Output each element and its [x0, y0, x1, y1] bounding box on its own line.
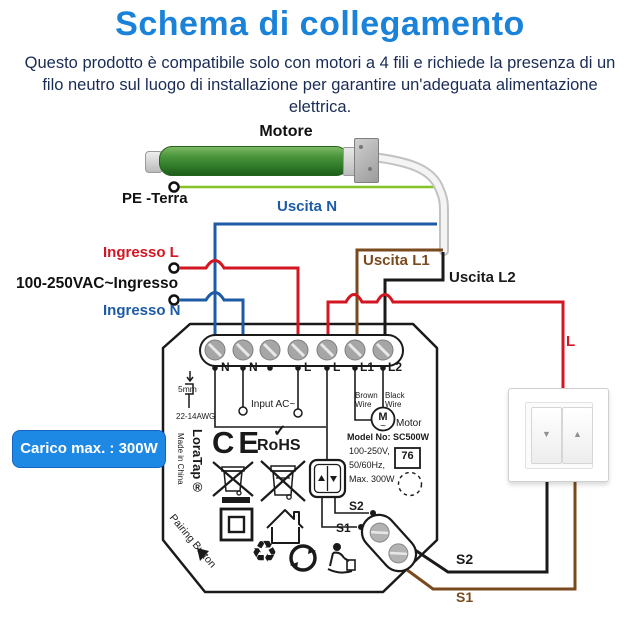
motor-text: Motor	[396, 418, 422, 429]
vac-input-label: 100-250VAC~Ingresso	[16, 275, 179, 292]
rohs-check-icon: ✓	[273, 423, 287, 440]
max-load-badge: Carico max. : 300W	[12, 430, 166, 468]
uscita-n-label: Uscita N	[277, 198, 338, 215]
strip-length-text: 5mm	[178, 384, 197, 394]
ingresso-l-label: Ingresso L	[103, 244, 179, 261]
s2-wire-label: S2	[456, 551, 474, 567]
motor-cable-outline	[373, 157, 444, 251]
input-ac-l-contact	[294, 409, 302, 417]
terminal-label-l1: L	[304, 360, 312, 374]
up-arrow-icon: ▲	[573, 429, 582, 439]
ingresso-l-dot	[170, 264, 179, 273]
terminal-label-l2-out: L2	[388, 360, 403, 374]
uscita-l2-label: Uscita L2	[449, 269, 516, 286]
input-ac-text: Input AC~	[251, 399, 296, 410]
brand-text: LoraTap®	[190, 429, 205, 495]
page-title: Schema di collegamento	[115, 5, 525, 43]
uscita-l1-label: Uscita L1	[363, 252, 430, 269]
frequency-text: 50/60Hz,	[349, 460, 386, 470]
ingresso-n-label: Ingresso N	[103, 302, 181, 319]
motor-m-letter: M	[378, 411, 388, 423]
terminal-label-l2: L	[333, 360, 341, 374]
motor-cylinder	[159, 146, 349, 176]
live-label: L	[566, 333, 576, 350]
down-arrow-icon: ▼	[542, 429, 551, 439]
voltage-text: 100-250V,	[349, 446, 390, 456]
rohs-mark: RoHS	[257, 437, 301, 454]
weee-bar	[222, 497, 250, 503]
pairing-button-label[interactable]: Pairing Button	[166, 512, 219, 571]
brown-wire-text: Brown Wire	[355, 391, 378, 409]
made-in-text: Made in China	[176, 433, 185, 485]
terminal-label-l1-out: L1	[360, 360, 375, 374]
s2-printed-label: S2	[349, 499, 364, 513]
switch-up-button[interactable]	[562, 407, 593, 464]
terminal-label-n2: N	[249, 360, 258, 374]
wall-switch-frame	[525, 402, 593, 469]
ce-mark: CE	[212, 425, 264, 460]
s1-wire-label: S1	[456, 589, 474, 605]
motor-m-tilde: ~	[380, 421, 386, 432]
input-ac-n-contact	[239, 407, 247, 415]
motor-head	[354, 138, 379, 183]
page-description: Questo prodotto è compatibile solo con motori a 4 fili e richiede la presenza di un filo neutro sul luogo di installazione per garantire un'adeguata alimentazione elettrica.	[24, 54, 616, 116]
rocker-switch-icon	[310, 460, 345, 497]
recycle-icon: ♻	[251, 535, 278, 570]
s1-printed-label: S1	[336, 521, 351, 535]
black-wire-text: Black Wire	[385, 391, 405, 409]
terminal-label-n1: N	[221, 360, 230, 374]
pe-terra-label: PE -Terra	[122, 190, 188, 207]
motor-label: Motore	[259, 123, 313, 140]
max-power-text: Max. 300W	[349, 474, 395, 484]
model-number: Model No: SC500W	[347, 432, 430, 442]
size-code-text: 76	[401, 450, 414, 462]
wall-switch	[508, 388, 609, 482]
wire-gauge-text: 22-14AWG	[176, 412, 216, 421]
switch-down-button[interactable]	[531, 407, 562, 464]
motor-cable	[373, 157, 444, 251]
